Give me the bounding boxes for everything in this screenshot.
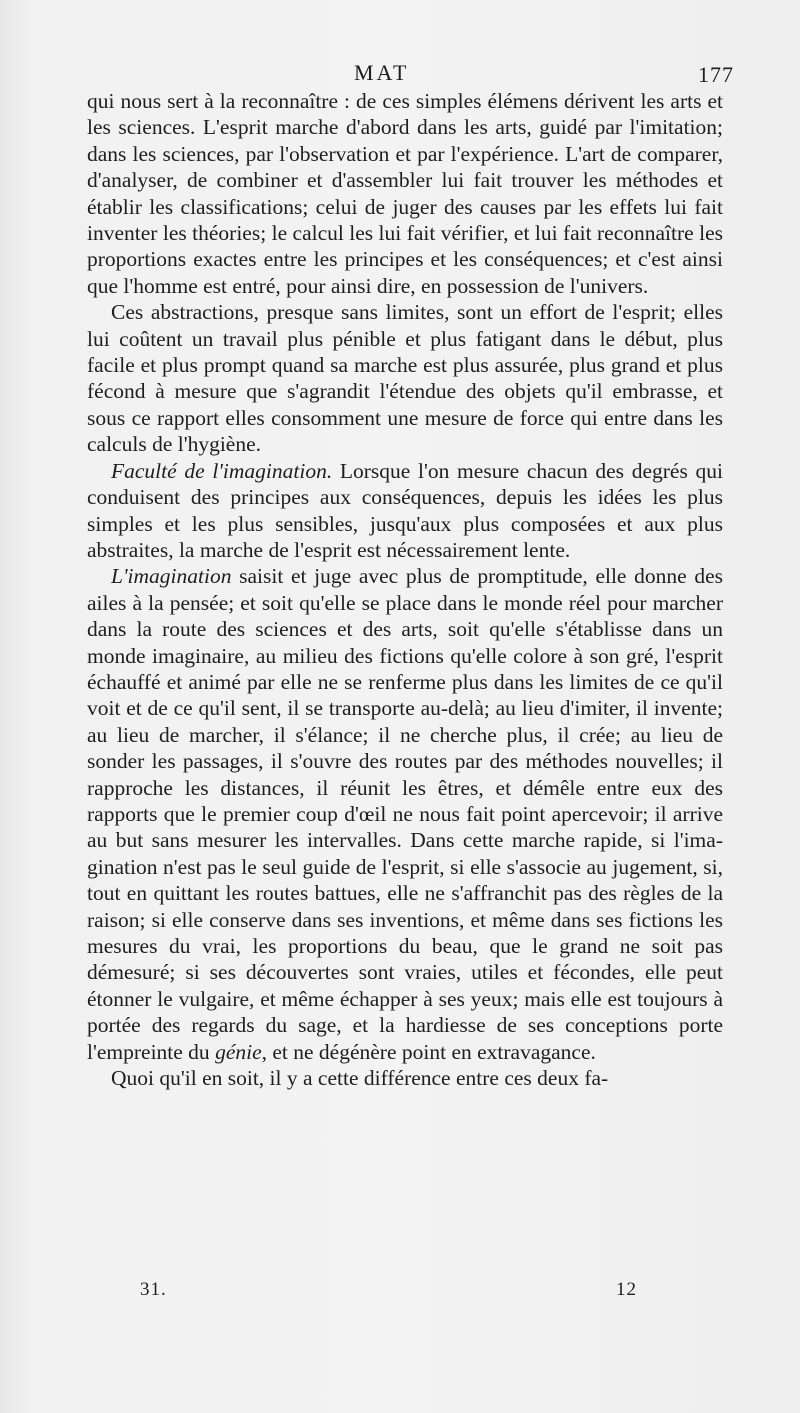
paragraph: [87, 299, 723, 457]
italic-phrase: L'imagination: [111, 564, 232, 589]
text-run: , et ne dégénère point en extravagance.: [261, 1039, 596, 1064]
paragraph: [87, 563, 723, 1065]
running-title: MAT: [354, 60, 410, 85]
page-footer: [84, 1279, 744, 1305]
running-header: [84, 58, 744, 88]
paragraph: [87, 1065, 723, 1091]
body-text: [87, 88, 723, 1091]
text-run: Lorsque l'on mesure chacun des degrés qui conduisent des principes aux conséquences, depuis les idées les plus simples et les plus sensibles, jusqu'aux plus composées et aux plus abstraites, la marche de l'esprit est nécessairement lente.: [87, 458, 723, 562]
margin-mark: [30, 26, 42, 66]
text-run: saisit et juge avec plus de promptitude, elle donne des ailes à la pensée; et soit qu'elle se place dans le monde réel pour marcher dans la route des sciences et des arts, soit qu'elle s'établisse dans un monde imaginaire, au milieu des fictions qu'elle colore à son gré, l'esprit échauffé et animé par elle ne se renferme plus dans les limites de ce qu'il voit et de ce qu'il sent, il se transporte au-delà; au lieu d'imiter, il invente; au lieu de marcher, il s'élance; il ne cherche plus, il crée; au lieu de sonder les passages, il s'ouvre des routes par des méthodes nouvelles; il rapproche les distances, il réunit les êtres, et démêle entre eux des rapports que le premier coup d'œil ne nous fait point apercevoir; il arrive au but sans mesurer les intervalles. Dans cette marche rapide, si l'imagination n'est pas le seul guide de l'esprit, si elle s'associe au jugement, si, tout en quittant les routes battues, elle ne s'affranchit pas des règles de la raison; si elle conserve dans ses inventions, et même dans ses fictions les mesures du vrai, les proportions du beau, que le grand ne soit pas démesuré; si ses découvertes sont vraies, utiles et fécondes, elle peut étonner le vulgaire, et même échapper à ses yeux; mais elle est toujours à portée des regards du sage, et la hardiesse de ses conceptions porte l'empreinte du: [87, 564, 723, 1064]
gathering-number: 12: [616, 1279, 637, 1300]
page-number: 177: [698, 62, 734, 87]
italic-phrase: Faculté de l'imagination.: [111, 458, 333, 483]
italic-phrase: génie: [215, 1039, 262, 1064]
paragraph: [87, 88, 723, 299]
text-run: qui nous sert à la reconnaître : de ces simples élémens dérivent les arts et les sciences. L'esprit marche d'abord dans les arts, guidé par l'imitation; dans les sciences, par l'observation et par l'expérience. L'art de comparer, d'analyser, de combiner et d'assembler lui fait trouver les méthodes et établir les classifications; celui de juger des causes par les effets lui fait inventer les théories; le calcul les lui fait vérifier, et lui fait reconnaître les proportions exactes entre les principes et les conséquences; et c'est ainsi que l'homme est entré, pour ainsi dire, en possession de l'univers.: [87, 89, 723, 298]
text-run: Quoi qu'il en soit, il y a cette différence entre ces deux fa-: [111, 1066, 609, 1091]
text-run: Ces abstractions, presque sans limites, sont un effort de l'esprit; elles lui coûtent un travail plus pénible et plus fatigant dans le début, plus facile et plus prompt quand sa marche est plus assurée, plus grand et plus fécond à mesure que s'agrandit l'étendue des objets qu'il embrasse, et sous ce rapport elles consomment une mesure de force qui entre dans les calculs de l'hygiène.: [87, 300, 723, 457]
signature-mark: 31.: [140, 1279, 167, 1300]
paragraph: [87, 458, 723, 564]
